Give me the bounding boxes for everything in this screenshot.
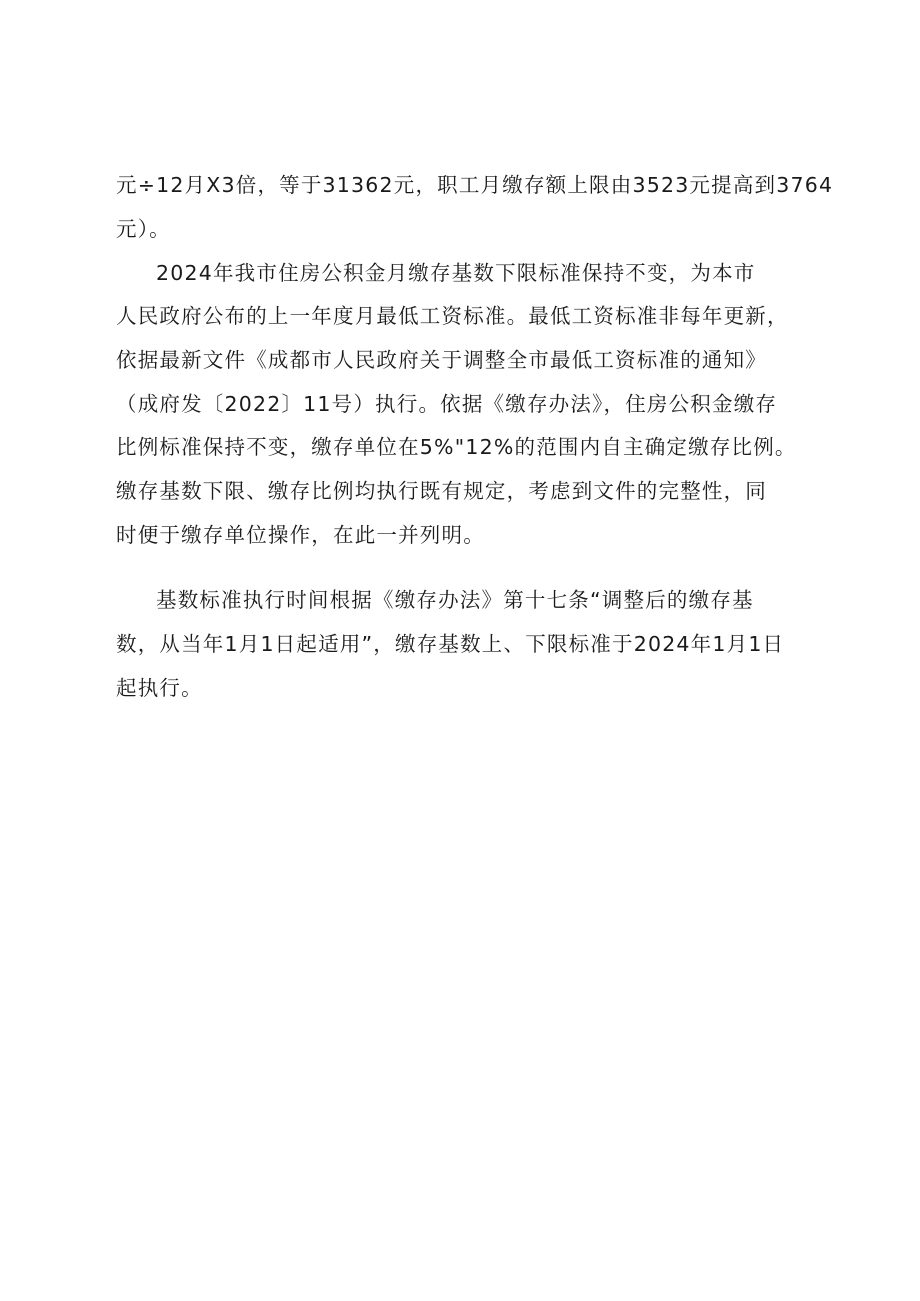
paragraph-3-line-2: 数，从当年1月1日起适用”，缴存基数上、下限标准于2024年1月1日: [116, 632, 785, 656]
paragraph-1-line-1: 元÷12月X3倍，等于31362元，职工月缴存额上限由3523元提高到3764: [116, 173, 834, 197]
paragraph-1-line-2: 元）。: [116, 217, 171, 241]
paragraph-3-line-1: 基数标准执行时间根据《缴存办法》第十七条“调整后的缴存基: [156, 588, 754, 612]
paragraph-2-line-4: （成府发〔2022〕11号）执行。依据《缴存办法》，住房公积金缴存: [116, 392, 778, 416]
paragraph-2-line-5: 比例标准保持不变，缴存单位在5%"12%的范围内自主确定缴存比例。: [116, 435, 797, 459]
paragraph-2-line-7: 时便于缴存单位操作，在此一并列明。: [116, 523, 485, 547]
paragraph-2-line-3: 依据最新文件《成都市人民政府关于调整全市最低工资标准的通知》: [116, 348, 767, 372]
paragraph-2-line-1: 2024年我市住房公积金月缴存基数下限标准保持不变，为本市: [156, 261, 756, 285]
paragraph-3-line-3: 起执行。: [116, 676, 203, 700]
paragraph-2-line-2: 人民政府公布的上一年度月最低工资标准。最低工资标准非每年更新，: [116, 304, 789, 328]
paragraph-2-line-6: 缴存基数下限、缴存比例均执行既有规定，考虑到文件的完整性，同: [116, 479, 767, 503]
